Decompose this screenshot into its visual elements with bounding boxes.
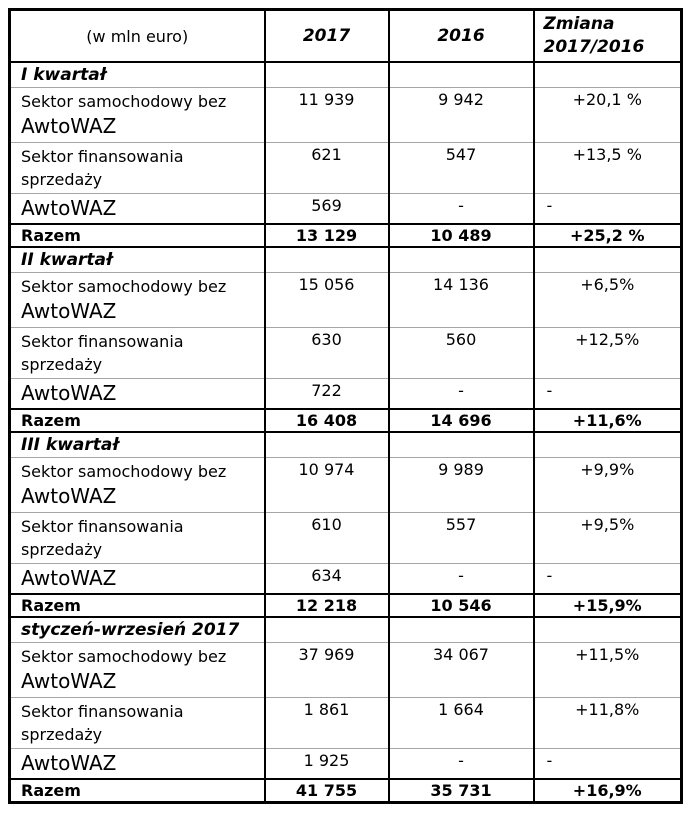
row-label-line1: Sektor finansowania (21, 147, 184, 166)
row-label (10, 328, 265, 379)
value-2016-cell: 9 942 (389, 88, 534, 143)
value-2016-cell: 547 (389, 143, 534, 194)
change-header-line1: Zmiana (543, 14, 615, 34)
row-label-line2: sprzedaży (21, 540, 103, 559)
value-2017-cell: 621 (265, 143, 389, 194)
row-label (10, 458, 265, 513)
row-label-line2: AwtoWAZ (21, 669, 117, 693)
row-label-line1: Sektor samochodowy bez (21, 647, 227, 666)
row-label-line2: sprzedaży (21, 355, 103, 374)
total-2017-cell: 16 408 (265, 409, 389, 432)
row-label-line2: sprzedaży (21, 725, 103, 744)
total-2016-cell: 14 696 (389, 409, 534, 432)
empty-cell (534, 617, 682, 643)
value-2017-cell: 634 (265, 564, 389, 595)
table-row-auto-sector (10, 273, 682, 328)
total-row-ytd (10, 779, 682, 803)
value-2016-cell: - (389, 564, 534, 595)
table-row-awtowaz (10, 749, 682, 780)
total-label: Razem (10, 224, 265, 247)
row-label (10, 143, 265, 194)
section-title: I kwartał (10, 62, 265, 88)
section-row-q3 (10, 432, 682, 458)
empty-cell (265, 62, 389, 88)
table-row-awtowaz (10, 564, 682, 595)
change-cell: - (534, 379, 682, 410)
value-2017-cell: 15 056 (265, 273, 389, 328)
value-2017-cell: 610 (265, 513, 389, 564)
total-row-q3 (10, 594, 682, 617)
row-label-line1: Sektor samochodowy bez (21, 92, 227, 111)
value-2016-cell: 560 (389, 328, 534, 379)
table-row-auto-sector (10, 88, 682, 143)
col-2016-header: 2016 (389, 10, 534, 63)
value-2017-cell: 37 969 (265, 643, 389, 698)
total-change-cell: +15,9% (534, 594, 682, 617)
change-cell: +20,1 % (534, 88, 682, 143)
row-label (10, 273, 265, 328)
section-row-q1 (10, 62, 682, 88)
table-row-auto-sector (10, 458, 682, 513)
total-2017-cell: 41 755 (265, 779, 389, 803)
row-label-line1: Sektor finansowania (21, 702, 184, 721)
empty-cell (389, 247, 534, 273)
empty-cell (389, 617, 534, 643)
total-2016-cell: 10 489 (389, 224, 534, 247)
row-label-line1: Sektor finansowania (21, 332, 184, 351)
value-2016-cell: - (389, 194, 534, 225)
empty-cell (534, 432, 682, 458)
table-row-auto-sector (10, 643, 682, 698)
empty-cell (534, 62, 682, 88)
section-row-ytd (10, 617, 682, 643)
section-title: III kwartał (10, 432, 265, 458)
row-label-line1: Sektor samochodowy bez (21, 277, 227, 296)
row-label: AwtoWAZ (10, 194, 265, 225)
value-2017-cell: 630 (265, 328, 389, 379)
table-row-finance-sector (10, 143, 682, 194)
value-2016-cell: 1 664 (389, 698, 534, 749)
value-2017-cell: 11 939 (265, 88, 389, 143)
table-row-finance-sector (10, 513, 682, 564)
total-row-q1 (10, 224, 682, 247)
row-label (10, 643, 265, 698)
total-label: Razem (10, 594, 265, 617)
total-change-cell: +11,6% (534, 409, 682, 432)
empty-cell (265, 617, 389, 643)
change-header-line2: 2017/2016 (543, 37, 645, 57)
empty-cell (265, 247, 389, 273)
total-2016-cell: 10 546 (389, 594, 534, 617)
change-cell: +6,5% (534, 273, 682, 328)
table-row-finance-sector (10, 698, 682, 749)
row-label: AwtoWAZ (10, 564, 265, 595)
change-cell: - (534, 194, 682, 225)
table-row-awtowaz (10, 194, 682, 225)
row-label (10, 513, 265, 564)
change-cell: +11,8% (534, 698, 682, 749)
total-2017-cell: 12 218 (265, 594, 389, 617)
change-cell: +12,5% (534, 328, 682, 379)
empty-cell (389, 432, 534, 458)
col-2017-header: 2017 (265, 10, 389, 63)
total-row-q2 (10, 409, 682, 432)
table-header-row (10, 10, 682, 63)
table-row-awtowaz (10, 379, 682, 410)
row-label (10, 698, 265, 749)
change-cell: +9,5% (534, 513, 682, 564)
row-label-line2: sprzedaży (21, 170, 103, 189)
value-2017-cell: 1 925 (265, 749, 389, 780)
value-2016-cell: - (389, 379, 534, 410)
value-2016-cell: 34 067 (389, 643, 534, 698)
change-cell: +13,5 % (534, 143, 682, 194)
change-cell: - (534, 749, 682, 780)
change-cell: +9,9% (534, 458, 682, 513)
row-label-line2: AwtoWAZ (21, 484, 117, 508)
total-2016-cell: 35 731 (389, 779, 534, 803)
total-change-cell: +25,2 % (534, 224, 682, 247)
value-2017-cell: 1 861 (265, 698, 389, 749)
section-title: II kwartał (10, 247, 265, 273)
table-row-finance-sector (10, 328, 682, 379)
total-label: Razem (10, 409, 265, 432)
value-2016-cell: 557 (389, 513, 534, 564)
section-title: styczeń-wrzesień 2017 (10, 617, 265, 643)
row-label: AwtoWAZ (10, 749, 265, 780)
total-label: Razem (10, 779, 265, 803)
quarterly-results-table (8, 8, 683, 804)
change-header (534, 10, 682, 63)
empty-cell (534, 247, 682, 273)
section-row-q2 (10, 247, 682, 273)
empty-cell (389, 62, 534, 88)
value-2017-cell: 569 (265, 194, 389, 225)
total-change-cell: +16,9% (534, 779, 682, 803)
row-label: AwtoWAZ (10, 379, 265, 410)
row-label-line1: Sektor finansowania (21, 517, 184, 536)
total-2017-cell: 13 129 (265, 224, 389, 247)
value-2017-cell: 10 974 (265, 458, 389, 513)
row-label-line2: AwtoWAZ (21, 114, 117, 138)
value-2016-cell: 14 136 (389, 273, 534, 328)
change-cell: - (534, 564, 682, 595)
change-cell: +11,5% (534, 643, 682, 698)
value-2017-cell: 722 (265, 379, 389, 410)
empty-cell (265, 432, 389, 458)
value-2016-cell: 9 989 (389, 458, 534, 513)
unit-header-cell: (w mln euro) (10, 10, 265, 63)
row-label (10, 88, 265, 143)
value-2016-cell: - (389, 749, 534, 780)
row-label-line2: AwtoWAZ (21, 299, 117, 323)
row-label-line1: Sektor samochodowy bez (21, 462, 227, 481)
